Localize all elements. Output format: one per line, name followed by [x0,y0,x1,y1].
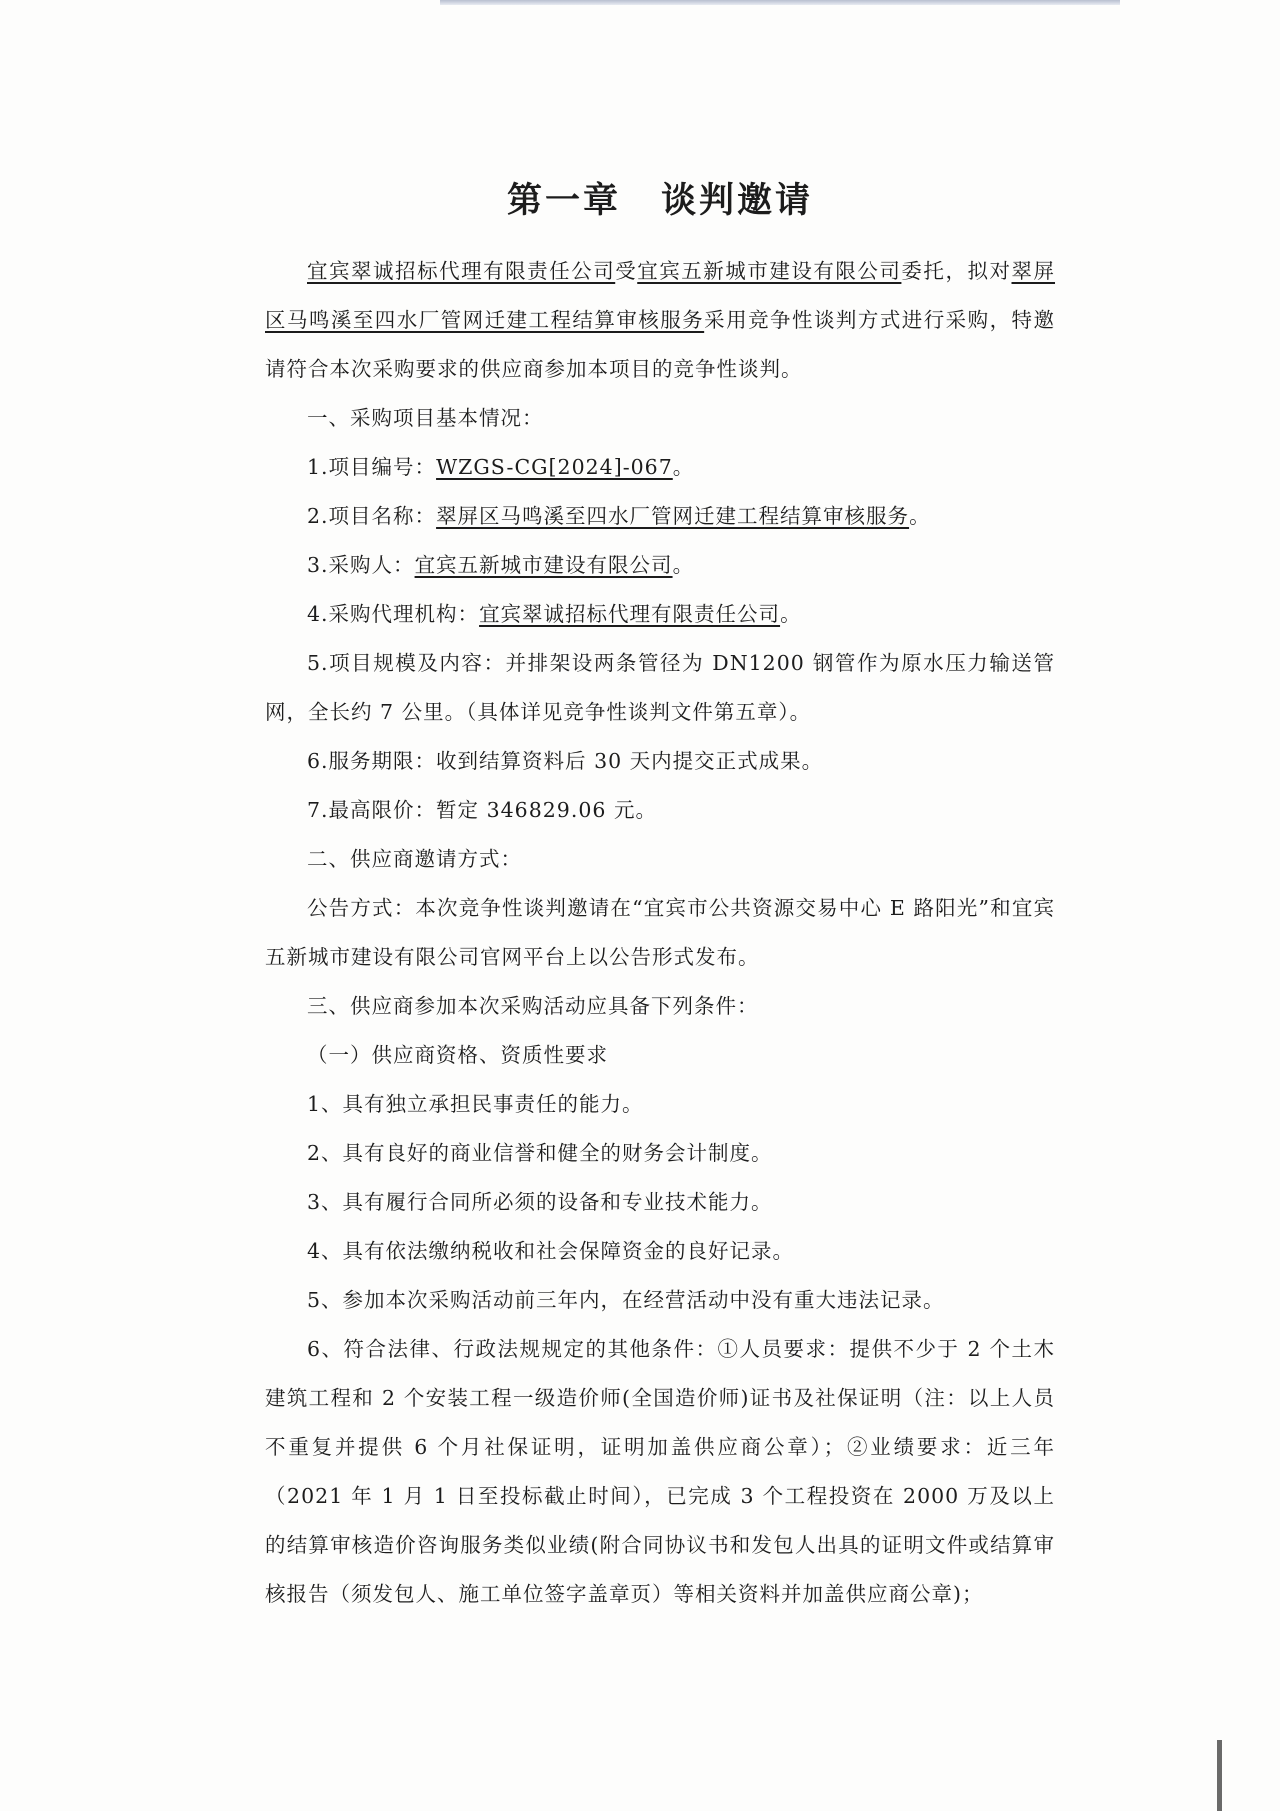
item-max-price: 7.最高限价：暂定 346829.06 元。 [307,798,657,822]
purchaser-name: 宜宾五新城市建设有限公司 [637,259,902,283]
chapter-number: 第一章 [506,180,621,221]
item-service-period: 6.服务期限：收到结算资料后 30 天内提交正式成果。 [307,749,824,773]
section2-heading: 二、供应商邀请方式： [307,847,522,871]
scan-edge-top [440,0,1120,5]
intro-paragraph: 宜宾翠诚招标代理有限责任公司受宜宾五新城市建设有限公司委托，拟对翠屏区马鸣溪至四水厂管网迁建工程结算审核服务采用竞争性谈判方式进行采购，特邀请符合本次采购要求的供应商参加本项目的竞争性谈判。 [265,259,1056,381]
requirement-item: 6、符合法律、行政法规规定的其他条件：①人员要求：提供不少于 2 个土木建筑工程和 2 个安装工程一级造价师(全国造价师)证书及社保证明（注：以上人员不重复并提供 6 个月社保证明，证明加盖供应商公章）；②业绩要求：近三年（2021 年 1 月 1 日至投标截止时间），已完成 3 个工程投资在 2000 万及以上的结算审核造价咨询服务类似业绩(附合同协议书和发包人出具的证明文件或结算审核报告（须发包人、施工单位签字盖章页）等相关资料并加盖供应商公章)； [265,1337,1055,1606]
project-name: 翠屏区马鸣溪至四水厂管网迁建工程结算审核服务 [265,259,1056,332]
item-agency: 4.采购代理机构：宜宾翠诚招标代理有限责任公司。 [307,602,802,626]
item-scale: 5.项目规模及内容：并排架设两条管径为 DN1200 钢管作为原水压力输送管网，全长约 7 公里。（具体详见竞争性谈判文件第五章）。 [265,651,1055,724]
section1-heading: 一、采购项目基本情况： [307,406,544,430]
section3-heading: 三、供应商参加本次采购活动应具备下列条件： [307,994,759,1018]
chapter-name: 谈判邀请 [661,180,814,221]
section3-subheading: （一）供应商资格、资质性要求 [307,1043,608,1067]
requirement-item: 3、具有履行合同所必须的设备和专业技术能力。 [307,1190,773,1214]
document-body [265,175,1055,1619]
chapter-title [265,175,1055,227]
requirement-item: 4、具有依法缴纳税收和社会保障资金的良好记录。 [307,1239,795,1263]
requirement-item: 5、参加本次采购活动前三年内，在经营活动中没有重大违法记录。 [307,1288,945,1312]
requirement-item: 1、具有独立承担民事责任的能力。 [307,1092,644,1116]
scan-edge-right [1217,1740,1222,1811]
agent-name: 宜宾翠诚招标代理有限责任公司 [307,259,616,283]
item-purchaser: 3.采购人：宜宾五新城市建设有限公司。 [307,553,695,577]
requirement-item: 2、具有良好的商业信誉和健全的财务会计制度。 [307,1141,773,1165]
item-project-number: 1.项目编号：WZGS-CG[2024]-067。 [307,455,695,479]
section2-text: 公告方式：本次竞争性谈判邀请在“宜宾市公共资源交易中心 E 路阳光”和宜宾五新城市建设有限公司官网平台上以公告形式发布。 [265,896,1055,969]
item-project-name: 2.项目名称：翠屏区马鸣溪至四水厂管网迁建工程结算审核服务。 [307,504,931,528]
